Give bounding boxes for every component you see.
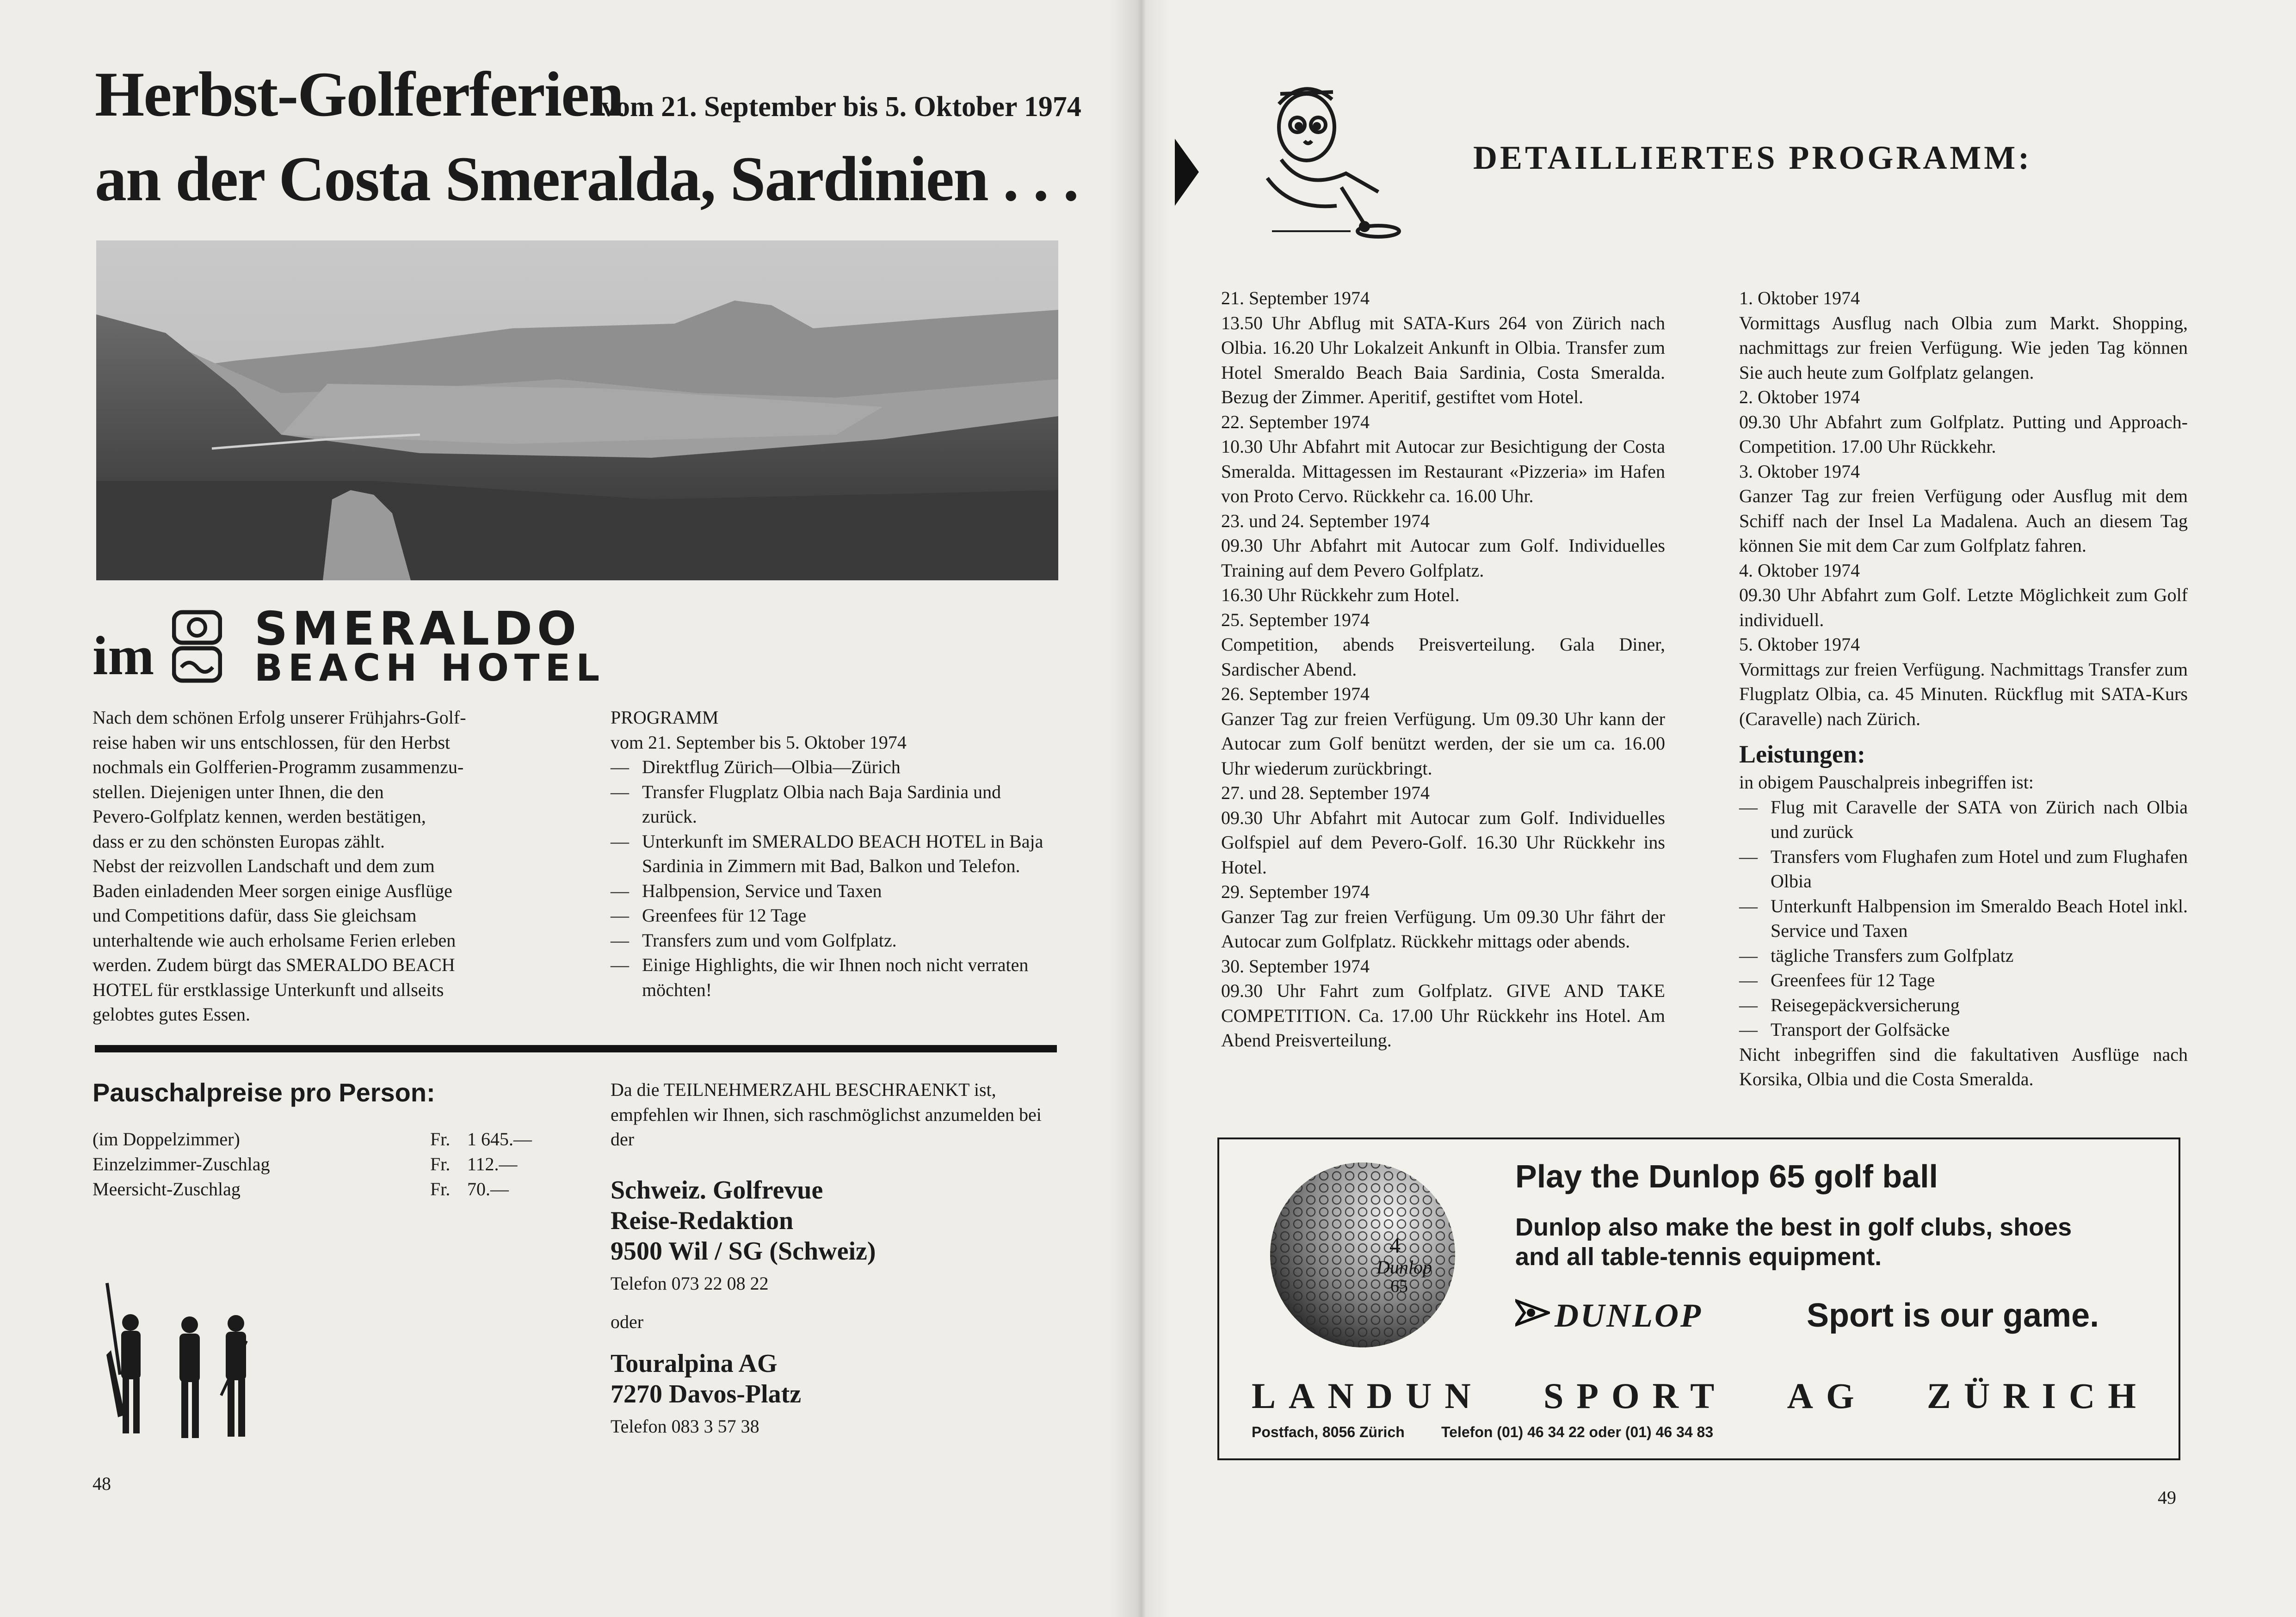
schedule-text: 09.30 Uhr Abfahrt mit Autocar zum Golf. Individuelles Golfspiel auf dem Pevero-Golf. 16.30 Uhr Rückkehr ins Hotel. [1221,807,1665,878]
contact-or: oder [611,1311,644,1332]
contact1-name: Schweiz. Golfrevue [611,1175,823,1205]
company-phone: Telefon (01) 46 34 22 oder (01) 46 34 83 [1441,1424,1714,1440]
schedule-text: Competition, abends Preisverteilung. Gala Diner, Sardischer Abend. [1221,634,1665,680]
im-word: im [93,625,154,686]
landscape-photo [96,240,1058,580]
leistungen-intro: in obigem Pauschalpreis inbegriffen ist: [1739,772,2034,793]
price-label: Meersicht-Zuschlag [93,1179,241,1199]
contact1-phone: Telefon 073 22 08 22 [611,1273,769,1294]
schedule-date: 22. September 1974 [1221,411,1370,432]
intro-line: dass er zu den schönsten Europas zählt. [93,830,385,852]
program-item: — Unterkunft im SMERALDO BEACH HOTEL in Baja Sardinia in Zimmern mit Bad, Balkon und Telefon. [611,829,1059,879]
ball-number: 4 [1389,1233,1401,1258]
schedule-date: 3. Oktober 1974 [1739,461,1860,482]
company-word: LANDUN [1252,1376,1484,1416]
schedule-date: 4. Oktober 1974 [1739,559,1860,581]
schedule-text: 09.30 Uhr Abfahrt mit Autocar zum Golf. Individuelles Training auf dem Pevero Golfplatz. [1221,535,1665,581]
ball-model: 65 [1390,1277,1408,1296]
contact2-name: Touralpina AG [611,1349,778,1378]
leistungen-item: — Greenfees für 12 Tage [1739,968,2188,993]
price-amount: 1 645.— [467,1129,532,1150]
schedule-column-2 [1739,286,2188,1092]
program-dates: vom 21. September bis 5. Oktober 1974 [611,732,907,753]
company-word: ZÜRICH [1926,1376,2149,1416]
schedule-date: 5. Oktober 1974 [1739,634,1860,655]
schedule-text: Vormittags Ausflug nach Olbia zum Markt. Shopping, nachmittags zur freien Verfügung. Wie jeden Tag können Sie auch heute zum Golfplatz gelangen. [1739,312,2188,383]
dunlop-arrow-logo-icon [1515,1299,1550,1327]
schedule-text: Ganzer Tag zur freien Verfügung. Um 09.30 Uhr fährt der Autocar zum Golfplatz. Rückkehr mittags oder abends. [1221,906,1665,952]
golf-ball-icon [1265,1158,1460,1352]
price-currency: Fr. [430,1154,451,1174]
golfers-illustration-icon [97,1276,273,1452]
ball-brand: Dunlop [1376,1257,1432,1278]
price-currency: Fr. [430,1179,451,1199]
program-title: PROGRAMM [611,707,719,728]
program-summary [611,705,1059,1002]
intro-line: reise haben wir uns entschlossen, für den Herbst [93,732,451,753]
leistungen-item: — Flug mit Caravelle der SATA von Zürich nach Olbia und zurück [1739,795,2188,844]
intro-line: Nach dem schönen Erfolg unserer Frühjahrs-Golf- [93,707,466,728]
intro-line: stellen. Diejenigen unter Ihnen, die den [93,781,384,802]
book-gutter [1110,0,1170,1617]
schedule-date: 2. Oktober 1974 [1739,387,1860,407]
schedule-text: 16.30 Uhr Rückkehr zum Hotel. [1221,584,1460,605]
leistungen-outro: Nicht inbegriffen sind die fakultativen Ausflüge nach Korsika, Olbia und die Costa Smeralda. [1739,1044,2188,1089]
program-item: — Transfers zum und vom Golfplatz. [611,928,1059,953]
intro-line: und Competitions dafür, dass Sie gleichsam [93,905,417,926]
schedule-text: 09.30 Uhr Abfahrt zum Golfplatz. Putting und Approach-Competition. 17.00 Uhr Rückkehr. [1739,411,2188,457]
price-amount: 70.— [467,1179,509,1199]
program-item: — Greenfees für 12 Tage [611,903,1059,928]
schedule-text: 10.30 Uhr Abfahrt mit Autocar zur Besichtigung der Costa Smeralda. Mittagessen im Restaurant «Pizzeria» im Hafen von Proto Cervo. Rückkehr ca. 16.00 Uhr. [1221,436,1665,506]
schedule-date: 21. September 1974 [1221,288,1370,308]
schedule-text: 09.30 Uhr Fahrt zum Golfplatz. GIVE AND TAKE COMPETITION. Ca. 17.00 Uhr Rückkehr ins Hotel. Am Abend Preisverteilung. [1221,980,1665,1051]
schedule-date: 27. und 28. September 1974 [1221,782,1430,803]
dunlop-slogan: Sport is our game. [1807,1297,2099,1334]
triangle-marker-icon [1175,139,1199,206]
price-label: (im Doppelzimmer) [93,1129,240,1150]
detailed-program-title: DETAILLIERTES PROGRAMM: [1473,139,2032,176]
intro-line: unterhaltende wie auch erholsame Ferien erleben [93,929,456,951]
intro-line: Pevero-Golfplatz kennen, werden bestätigen, [93,806,426,827]
page-number-right: 49 [2158,1487,2176,1508]
schedule-date: 23. und 24. September 1974 [1221,510,1430,531]
program-item: — Transfer Flugplatz Olbia nach Baja Sardinia und zurück. [611,780,1059,829]
hotel-logo-line-1: SMERALDO [254,602,581,656]
intro-line: Baden einladenden Meer sorgen einige Ausflüge [93,880,452,901]
company-address: Postfach, 8056 Zürich [1252,1424,1405,1440]
contact-block [611,1077,1064,1439]
leistungen-heading: Leistungen: [1739,740,1866,768]
company-name [1252,1375,2149,1417]
program-item: — Einige Highlights, die wir Ihnen noch nicht verraten möchten! [611,953,1059,1002]
leistungen-item: — Transfers vom Flughafen zum Hotel und zum Flughafen Olbia [1739,844,2188,894]
leistungen-item: — Transport der Golfsäcke [1739,1017,2188,1042]
schedule-date: 25. September 1974 [1221,609,1370,630]
schedule-date: 29. September 1974 [1221,881,1370,902]
schedule-text: 13.50 Uhr Abflug mit SATA-Kurs 264 von Zürich nach Olbia. 16.20 Uhr Lokalzeit Ankunft in Olbia. Transfer zum Hotel Smeraldo Beach Baia Sardinia, Costa Smeralda. Bezug der Zimmer. Aperitif, gestiftet vom Hotel. [1221,312,1665,407]
intro-line: Nebst der reizvollen Landschaft und dem zum [93,855,435,876]
contact-intro: Da die TEILNEHMERZAHL BESCHRAENKT ist, empfehlen wir Ihnen, sich raschmöglichst anzumelden bei der [611,1079,1042,1150]
contact1-city: 9500 Wil / SG (Schweiz) [611,1236,876,1266]
program-item: — Direktflug Zürich—Olbia—Zürich [611,755,1059,780]
dunlop-advertisement [1217,1137,2180,1460]
schedule-column-1 [1221,286,1665,1053]
intro-line: HOTEL für erstklassige Unterkunft und allseits [93,979,444,1000]
schedule-text: Vormittags zur freien Verfügung. Nachmittags Transfer zum Flugplatz Olbia, ca. 45 Minuten. Rückflug mit SATA-Kurs (Caravelle) nach Zürich. [1739,658,2188,729]
price-amount: 112.— [467,1154,518,1174]
hotel-logo-line-2: BEACH HOTEL [254,646,605,689]
intro-text [93,705,513,1027]
headline-date: vom 21. September bis 5. Oktober 1974 [601,91,1081,123]
ad-subline-1: Dunlop also make the best in golf clubs, shoes [1515,1213,2072,1241]
contact2-phone: Telefon 083 3 57 38 [611,1415,759,1437]
intro-line: nochmals ein Golfferien-Programm zusammenzu- [93,756,464,777]
section-divider [95,1045,1057,1052]
company-word: SPORT [1543,1376,1728,1416]
ad-headline: Play the Dunlop 65 golf ball [1515,1158,1938,1194]
intro-line: werden. Zudem bürgt das SMERALDO BEACH [93,954,455,975]
schedule-date: 1. Oktober 1974 [1739,288,1860,308]
company-word: AG [1787,1376,1867,1416]
leistungen-item: — Unterkunft Halbpension im Smeraldo Beach Hotel inkl. Service und Taxen [1739,894,2188,943]
headline-line-1: Herbst-Golferferien [95,59,623,129]
contact2-city: 7270 Davos-Platz [611,1379,802,1408]
leistungen-item: — tägliche Transfers zum Golfplatz [1739,943,2188,968]
prices-heading: Pauschalpreise pro Person: [93,1078,435,1107]
price-currency: Fr. [430,1129,451,1150]
price-label: Einzelzimmer-Zuschlag [93,1154,270,1174]
page-number-left: 48 [93,1473,111,1494]
schedule-text: Ganzer Tag zur freien Verfügung oder Ausflug mit dem Schiff nach der Insel La Madalena. Auch an diesem Tag können Sie mit dem Car zum Golfplatz fahren. [1739,486,2188,556]
smeraldo-logo-icon [172,609,222,683]
contact1-dept: Reise-Redaktion [611,1206,794,1235]
leistungen-item: — Reisegepäckversicherung [1739,993,2188,1018]
dunlop-brand: DUNLOP [1555,1297,1703,1334]
program-item: — Halbpension, Service und Taxen [611,879,1059,904]
schedule-text: 09.30 Uhr Abfahrt zum Golf. Letzte Möglichkeit zum Golf individuell. [1739,584,2188,630]
ad-subline-2: and all table-tennis equipment. [1515,1243,1882,1271]
intro-line: gelobtes gutes Essen. [93,1004,251,1025]
ad-subline [1515,1212,2072,1272]
schedule-text: Ganzer Tag zur freien Verfügung. Um 09.30 Uhr kann der Autocar zum Golf benützt werden, der sie um ca. 16.00 Uhr wiederum zurückbringt. [1221,708,1665,779]
golfer-cartoon-icon [1226,72,1425,247]
schedule-date: 30. September 1974 [1221,955,1370,977]
headline-line-2: an der Costa Smeralda, Sardinien . . . [95,143,1078,214]
schedule-date: 26. September 1974 [1221,683,1370,704]
